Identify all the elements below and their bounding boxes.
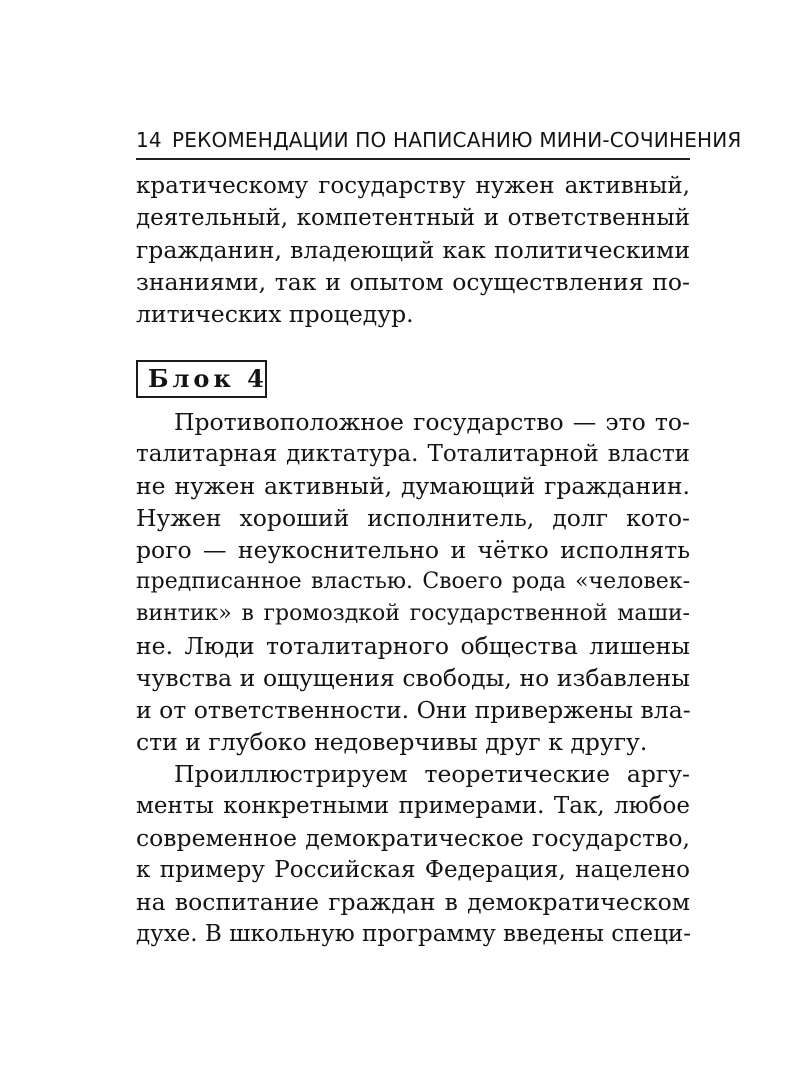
text-line: не. Люди тоталитарного общества лишены [136,632,690,660]
text-line: Нужен хороший исполнитель, долг кото- [136,504,690,532]
text-line: современное демократическое государство, [136,824,690,852]
text-line: сти и глубоко недоверчивы друг к другу. [136,728,648,756]
text-line: на воспитание граждан в демократическом [136,888,690,916]
header-rule [136,158,690,160]
text-line: не нужен активный, думающий гражданин. [136,472,690,500]
text-line: гражданин, владеющий как политическими [136,236,690,264]
text-line: менты конкретными примерами. Так, любое [136,793,690,819]
text-line: предписанное властью. Своего рода «человек- [136,569,690,594]
text-line: Противоположное государство — это то- [174,408,690,436]
block-heading: Блок 4 [136,360,267,398]
text-line: винтик» в громоздкой государственной маши- [136,601,690,626]
text-line: духе. В школьную программу введены специ- [136,921,691,947]
text-line: талитарная диктатура. Тоталитарной власти [136,441,690,467]
text-line: деятельный, компетентный и ответственный [136,205,690,231]
page-number: 14 [136,128,162,152]
text-line: кратическому государству нужен активный, [136,173,690,199]
text-line: рого — неукоснительно и чётко исполнять [136,536,690,564]
text-line: Проиллюстрируем теоретические аргу- [174,760,690,788]
text-line: к примеру Российская Федерация, нацелено [136,857,690,883]
text-line: и от ответственности. Они привержены вла- [136,696,691,724]
header-title: РЕКОМЕНДАЦИИ ПО НАПИСАНИЮ МИНИ-СОЧИНЕНИЯ [172,128,742,152]
text-line: чувства и ощущения свободы, но избавлены [136,664,690,692]
text-line: знаниями, так и опытом осуществления по- [136,268,690,296]
text-line: литических процедур. [136,300,414,328]
running-header [136,128,742,152]
